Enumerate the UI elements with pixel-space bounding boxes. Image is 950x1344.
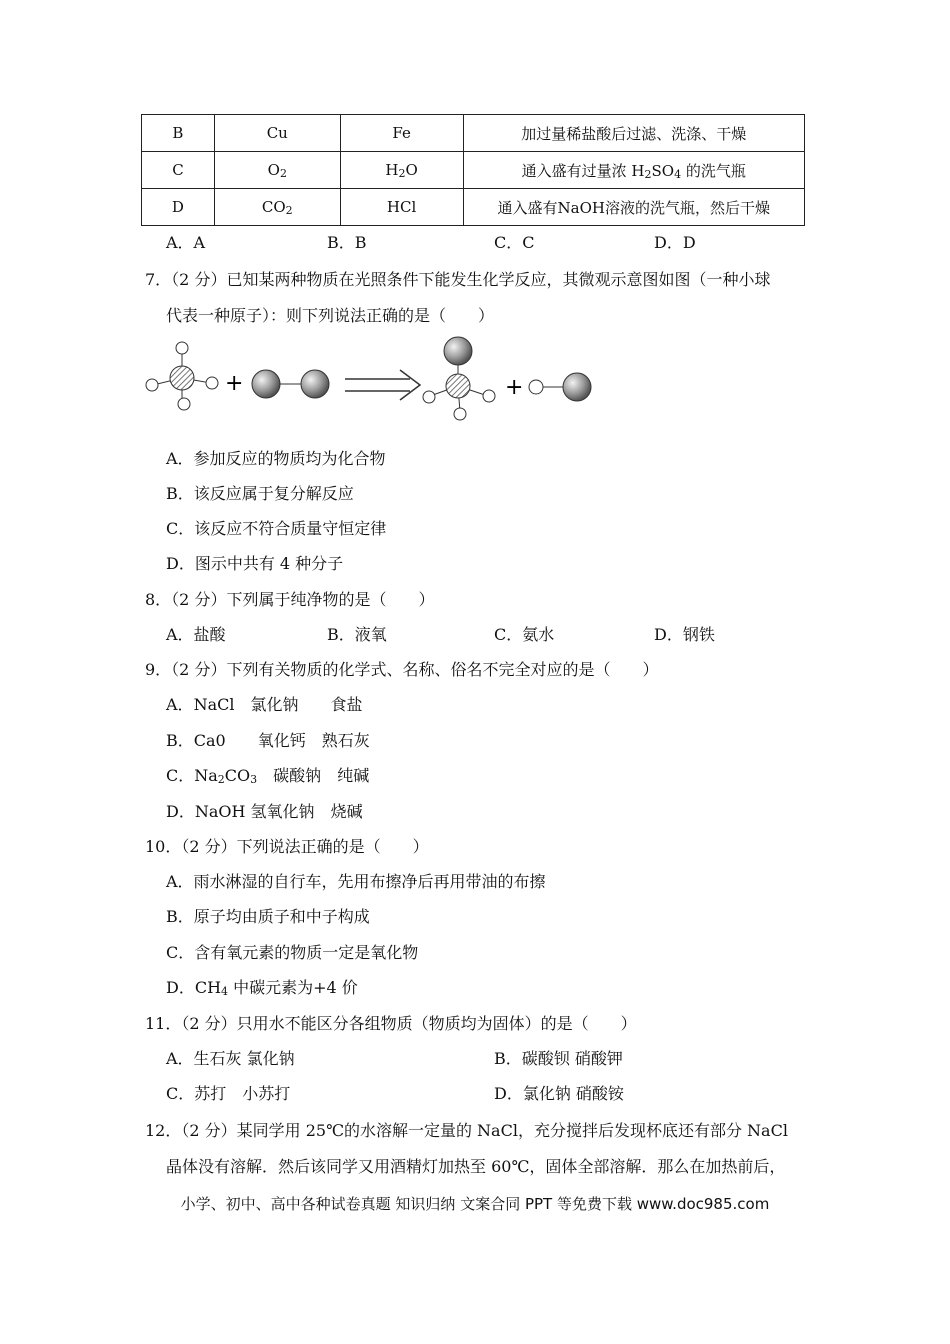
chemical-name: 氯化钠: [250, 695, 299, 714]
row-letter: D: [142, 189, 215, 226]
plus-sign: +: [505, 375, 524, 400]
option-label: A．: [166, 695, 194, 714]
formula: NaCl: [193, 695, 235, 714]
plus-sign: +: [225, 371, 244, 396]
q6-option-b[interactable]: B．B: [327, 233, 367, 252]
q9-option-a[interactable]: [166, 692, 363, 715]
chemical-name: 氧化钙: [257, 731, 306, 750]
table-row: [142, 152, 805, 189]
q7-stem-line1: 7．（2 分）已知某两种物质在光照条件下能发生化学反应，其微观示意图如图（一种小球: [145, 270, 771, 289]
q9-stem: 9．（2 分）下列有关物质的化学式、名称、俗名不完全对应的是（ ）: [145, 660, 659, 679]
q9-option-b[interactable]: [166, 728, 370, 751]
product-molecule-2: [529, 373, 591, 401]
q7-option-b[interactable]: B．该反应属于复分解反应: [166, 484, 354, 503]
q7-stem-line2: 代表一种原子）：则下列说法正确的是（ ）: [166, 306, 495, 325]
q7-option-c[interactable]: C．该反应不符合质量守恒定律: [166, 519, 387, 538]
q10-option-a[interactable]: A．雨水淋湿的自行车，先用布擦净后再用带油的布擦: [166, 872, 546, 891]
q7-option-d[interactable]: D．图示中共有 4 种分子: [166, 554, 344, 573]
chemical-name: 氢氧化钠: [250, 802, 315, 821]
q8-option-c[interactable]: C．氨水: [494, 625, 555, 644]
substance-cell: $CO_2$: [214, 189, 340, 226]
row-letter: C: [142, 152, 215, 189]
q12-stem-line2: 晶体没有溶解．然后该同学又用酒精灯加热至 60℃，固体全部溶解．那么在加热前后，: [166, 1157, 786, 1176]
q7-option-a[interactable]: A．参加反应的物质均为化合物: [166, 449, 386, 468]
option-label: D．: [166, 802, 195, 821]
q10-stem: 10．（2 分）下列说法正确的是（ ）: [145, 837, 429, 856]
reaction-diagram: [140, 334, 630, 429]
chemical-name: 碳酸钠: [273, 766, 322, 785]
impurity-cell: HCl: [340, 189, 463, 226]
common-name: 烧碱: [330, 802, 363, 821]
reactant-molecule-2: [252, 370, 329, 398]
product-molecule-1: [423, 337, 495, 420]
q11-stem: 11．（2 分）只用水不能区分各组物质（物质均为固体）的是（ ）: [145, 1014, 637, 1033]
impurity-table: [141, 114, 805, 226]
q11-option-b[interactable]: B．碳酸钡 硝酸钾: [494, 1049, 623, 1068]
q6-option-d[interactable]: D．D: [654, 233, 696, 252]
common-name: 纯碱: [337, 766, 370, 785]
option-label: C．: [166, 766, 195, 785]
method-cell: 通入盛有过量浓 $H_2SO_4$ 的洗气瓶: [463, 152, 804, 189]
q8-option-b[interactable]: B．液氧: [327, 625, 387, 644]
common-name: 熟石灰: [321, 731, 370, 750]
impurity-cell: $H_2O$: [340, 152, 463, 189]
option-label: B．: [166, 731, 194, 750]
formula: Ca0: [193, 731, 226, 750]
q12-stem-line1: 12．（2 分）某同学用 25℃的水溶解一定量的 NaCl，充分搅拌后发现杯底还有部分 NaCl: [145, 1121, 788, 1140]
common-name: 食盐: [330, 695, 363, 714]
q8-option-a[interactable]: A．盐酸: [166, 625, 226, 644]
q8-option-d[interactable]: D．钢铁: [654, 625, 715, 644]
reaction-arrow: [345, 370, 420, 400]
q10-option-c[interactable]: C．含有氧元素的物质一定是氧化物: [166, 943, 419, 962]
q11-option-a[interactable]: A．生石灰 氯化钠: [166, 1049, 295, 1068]
table-row: [142, 189, 805, 226]
q10-option-d[interactable]: D．$CH_4$ 中碳元素为+4 价: [166, 978, 358, 998]
reactant-molecule-1: [146, 342, 218, 410]
q9-option-c[interactable]: C．$Na_2CO_3$ 碳酸钠 纯碱: [166, 766, 370, 786]
table-row: [142, 115, 805, 152]
formula: NaOH: [194, 802, 246, 821]
page-footer: 小学、初中、高中各种试卷真题 知识归纳 文案合同 PPT 等免费下载 www.doc985.com: [180, 1195, 770, 1213]
substance-cell: $O_2$: [214, 152, 340, 189]
q9-option-d[interactable]: [166, 799, 363, 822]
q11-option-d[interactable]: D．氯化钠 硝酸铵: [494, 1084, 624, 1103]
impurity-cell: Fe: [340, 115, 463, 152]
q6-option-a[interactable]: A．A: [166, 233, 206, 252]
q6-option-c[interactable]: C．C: [494, 233, 535, 252]
substance-cell: Cu: [214, 115, 340, 152]
q8-stem: 8．（2 分）下列属于纯净物的是（ ）: [145, 590, 435, 609]
q11-option-c[interactable]: C．苏打 小苏打: [166, 1084, 291, 1103]
method-cell: 加过量稀盐酸后过滤、洗涤、干燥: [463, 115, 804, 152]
row-letter: B: [142, 115, 215, 152]
q10-option-b[interactable]: B．原子均由质子和中子构成: [166, 907, 370, 926]
method-cell: 通入盛有NaOH溶液的洗气瓶，然后干燥: [463, 189, 804, 226]
